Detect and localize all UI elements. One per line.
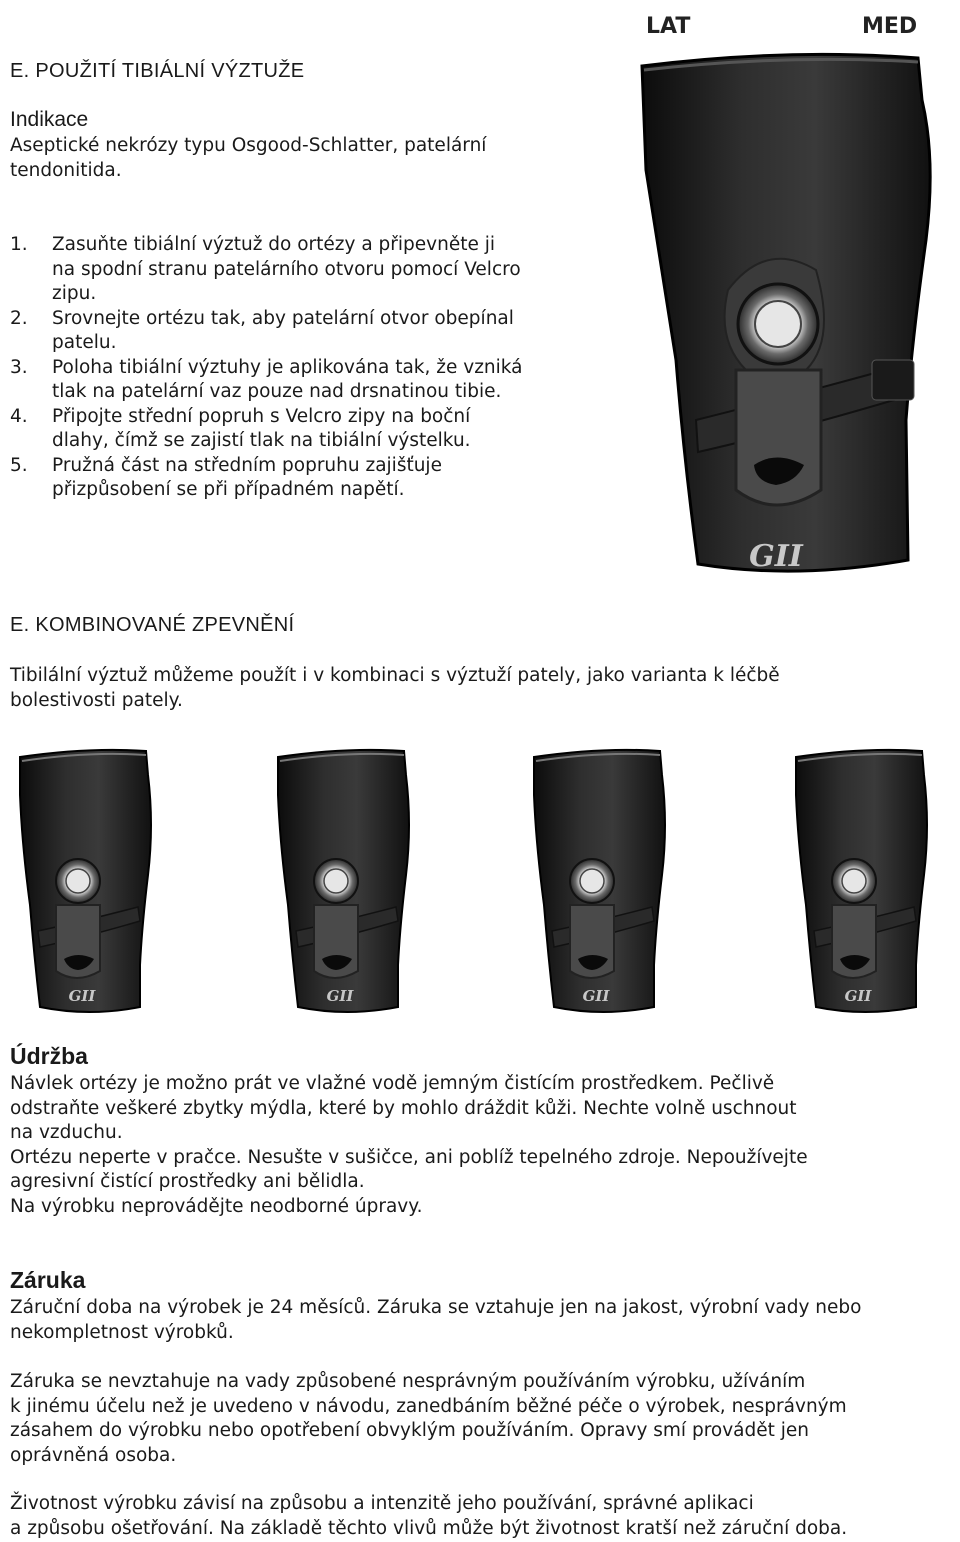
combined-line: Tibilální výztuž můžeme použít i v kombinaci s výztuží pately, jako varianta k léčbě	[10, 665, 780, 686]
udrzba-line: Návlek ortézy je možno prát ve vlažné vodě jemným čistícím prostředkem. Pečlivě	[10, 1073, 775, 1094]
variant-brace-illustration	[272, 735, 422, 1027]
zaruka-line: zásahem do výrobku nebo opotřebení obvyklým používáním. Opravy smí provádět jen	[10, 1420, 810, 1441]
udrzba-text	[10, 1072, 950, 1219]
step-line: tlak na patelární vaz pouze nad drsnatinou tibie.	[52, 381, 502, 402]
combined-line: bolestivosti pately.	[10, 689, 183, 711]
indikace-title: Indikace	[10, 108, 89, 131]
knee-brace-illustration	[636, 40, 960, 620]
brand-logo-text: GII	[749, 539, 803, 574]
section-heading-combined: E. KOMBINOVANÉ ZPEVNĚNÍ	[10, 614, 295, 636]
udrzba-line: agresivní čistící prostředky ani bělidla.	[10, 1171, 365, 1192]
variant-brace-image	[528, 735, 678, 1027]
variant-brace-image	[790, 735, 940, 1027]
variant-brace-illustration	[790, 735, 940, 1027]
zaruka-line: Záruka se nevztahuje na vady způsobené nesprávným používáním výrobku, užíváním	[10, 1371, 806, 1392]
section-heading-tibial: E. POUŽITÍ TIBIÁLNÍ VÝZTUŽE	[10, 60, 305, 82]
udrzba-line: Ortézu neperte v pračce. Nesušte v sušičce, ani poblíž tepelného zdroje. Nepoužívejte	[10, 1146, 808, 1168]
step-item	[10, 454, 620, 503]
indikace-line: tendonitida.	[10, 159, 122, 181]
brand-logo-text: GII	[844, 987, 872, 1005]
step-line: zipu.	[52, 283, 97, 304]
brand-logo-text: GII	[326, 987, 354, 1005]
variant-brace-image	[14, 735, 164, 1027]
variant-brace-image	[272, 735, 422, 1027]
step-item	[10, 356, 620, 405]
step-number: 2.	[10, 307, 28, 329]
variant-brace-illustration	[14, 735, 164, 1027]
zaruka-title: Záruka	[10, 1267, 86, 1293]
step-line: Srovnejte ortézu tak, aby patelární otvor obepínal	[52, 307, 514, 329]
zaruka-line: nekompletnost výrobků.	[10, 1321, 234, 1343]
zaruka-para1	[10, 1296, 955, 1345]
step-line: Připojte střední popruh s Velcro zipy na boční	[52, 405, 471, 427]
combined-text	[10, 664, 950, 713]
knee-brace-image	[636, 0, 960, 622]
step-item	[10, 307, 620, 356]
step-number: 1.	[10, 234, 28, 255]
step-line: Zasuňte tibiální výztuž do ortézy a připevněte ji	[52, 234, 496, 255]
variant-brace-illustration	[528, 735, 678, 1027]
zaruka-line: Záruční doba na výrobek je 24 měsíců. Záruka se vztahuje jen na jakost, výrobní vady nebo	[10, 1297, 862, 1318]
variant-images-row	[0, 735, 960, 1030]
zaruka-line: a způsobu ošetřování. Na základě těchto vlivů může být životnost kratší než záruční doba.	[10, 1517, 848, 1539]
udrzba-line: odstraňte veškeré zbytky mýdla, které by mohlo dráždit kůži. Nechte volně uschnout	[10, 1097, 797, 1119]
brand-logo-text: GII	[68, 987, 96, 1005]
step-line: přizpůsobení se při případném napětí.	[52, 479, 405, 500]
indikace-text	[10, 134, 610, 183]
step-line: Pružná část na středním popruhu zajišťuje	[52, 454, 442, 476]
zaruka-line: oprávněná osoba.	[10, 1444, 177, 1466]
step-item	[10, 233, 620, 307]
step-line: patelu.	[52, 332, 117, 353]
indikace-line: Aseptické nekrózy typu Osgood-Schlatter, patelární	[10, 135, 487, 156]
udrzba-line: Na výrobku neprovádějte neodborné úpravy.	[10, 1195, 423, 1217]
step-line: Poloha tibiální výztuhy je aplikována tak, že vzniká	[52, 356, 523, 378]
step-number: 3.	[10, 356, 28, 378]
step-item	[10, 405, 620, 454]
step-line: dlahy, čímž se zajistí tlak na tibiální výstelku.	[52, 430, 471, 451]
step-number: 5.	[10, 454, 28, 476]
step-line: na spodní stranu patelárního otvoru pomocí Velcro	[52, 258, 521, 280]
udrzba-title: Údržba	[10, 1043, 88, 1069]
label-med: MED	[862, 14, 918, 39]
steps-list	[10, 233, 620, 503]
zaruka-line: Životnost výrobku závisí na způsobu a intenzitě jeho používání, správné aplikaci	[10, 1493, 754, 1514]
zaruka-para2	[10, 1370, 955, 1468]
brand-logo-text: GII	[582, 987, 610, 1005]
zaruka-para3	[10, 1492, 955, 1541]
zaruka-line: k jinému účelu než je uvedeno v návodu, zanedbáním běžné péče o výrobek, nesprávným	[10, 1395, 847, 1417]
udrzba-line: na vzduchu.	[10, 1122, 123, 1143]
step-number: 4.	[10, 405, 28, 427]
label-lat: LAT	[646, 14, 691, 39]
